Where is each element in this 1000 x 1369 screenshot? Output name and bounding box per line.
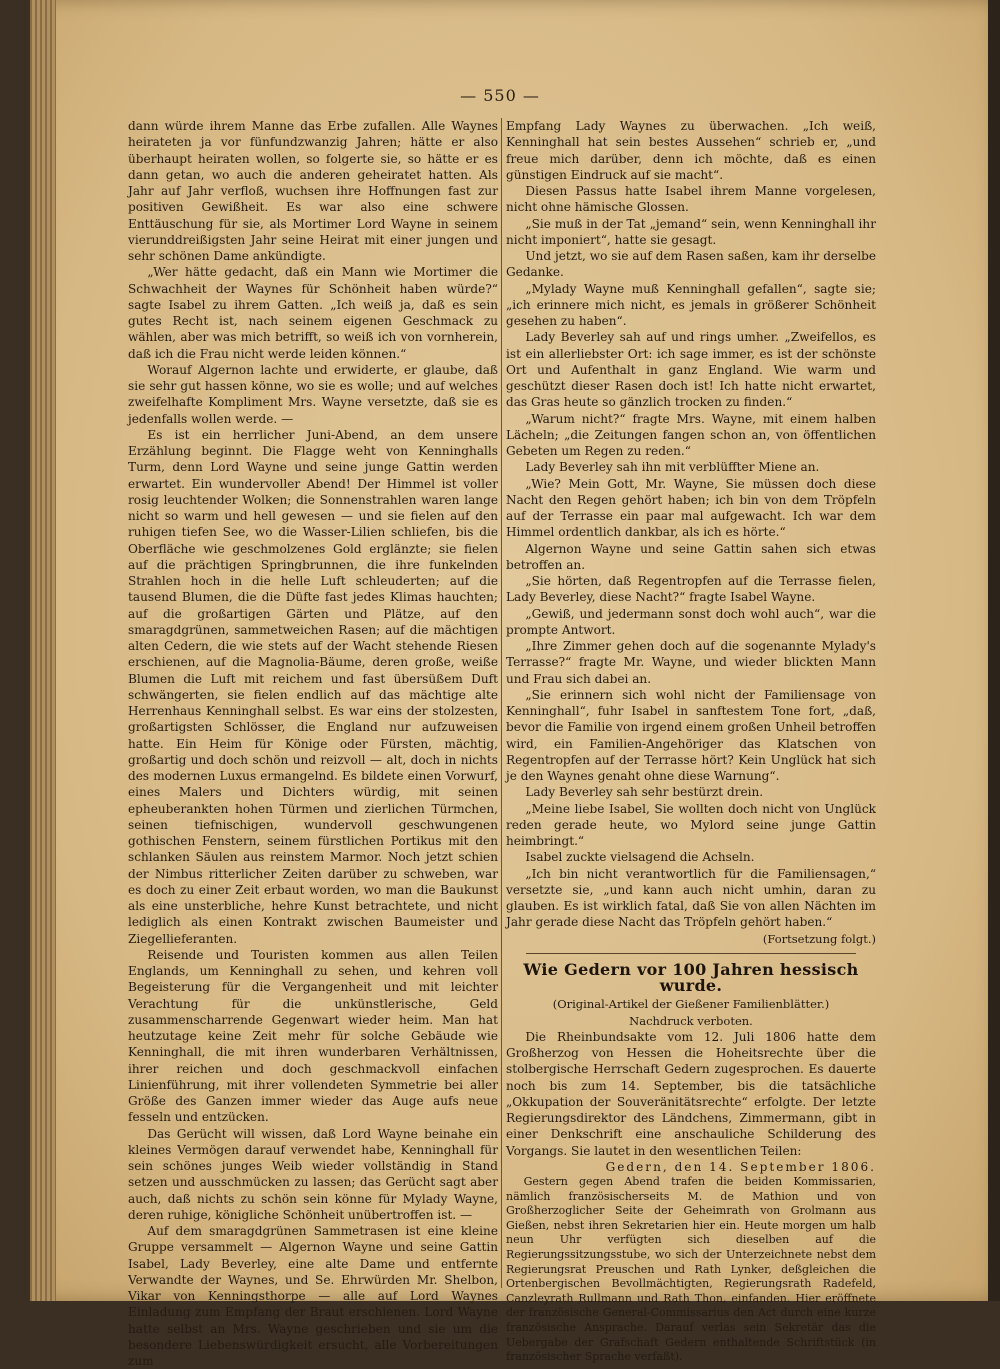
paragraph: „Wie? Mein Gott, Mr. Wayne, Sie müssen doch diese Nacht den Regen gehört haben; ich bin von dem Tröpfeln auf der Terrasse ein paar mal aufgewacht. Ich war dem Himmel ordentlich dankbar, als ich es hörte.“ [506,476,876,540]
right-column [506,118,876,1365]
paragraph: Isabel zuckte vielsagend die Achseln. [525,850,755,865]
continuation-note: (Fortsetzung folgt.) [762,931,876,946]
book-edge [988,0,1000,1301]
paragraph: Lady Beverley sah auf und rings umher. „Zweifellos, es ist ein allerliebster Ort: ich sage immer, es ist der schönste Ort und Aufenthalt in ganz England. Wie warm und geschützt dieser Rasen doch ist! Ich hatte nicht erwartet, das Gras heute so gänzlich trocken zu finden.“ [506,330,876,410]
paragraph: Auf dem smaragdgrünen Sammetrasen ist eine kleine Gruppe versammelt — Algernon Wayne und seine Gattin Isabel, Lady Beverley, eine alte Dame und entfernte Verwandte der Waynes, und Se. Ehrwürden Mr. Shelbon, Vikar von Kenningsthorpe — alle auf Lord Waynes Einladung zum Empfang der Braut erschienen. Lord Wayne hatte selbst an Mrs. Wayne geschrieben und sie um die besondere Liebenswürdigkeit ersucht, alle Vorbereitungen zum [128,1224,498,1368]
paragraph: „Sie hörten, daß Regentropfen auf die Terrasse fielen, Lady Beverley, diese Nacht?“ fragte Isabel Wayne. [506,574,876,605]
paragraph: Das Gerücht will wissen, daß Lord Wayne beinahe ein kleines Vermögen darauf verwendet habe, Kenninghall für sein schönes junges Weib wieder vollständig in Stand setzen und ausschmücken zu lassen; das Gerücht sagt aber auch, daß nichts zu schön sein könne für Mylady Wayne, deren ruhige, königliche Schönheit unübertroffen ist. — [128,1126,498,1222]
paragraph: Lady Beverley sah sehr bestürzt drein. [525,785,764,800]
paragraph: Reisende und Touristen kommen aus allen Teilen Englands, um Kenninghall zu sehen, und kehren voll Begeisterung für die Vergangenheit und mit leichter Verachtung für die unkünstlerische, Geld zusammenscharrende Gegenwart wieder heim. Man hat heutzutage keine Zeit mehr für solche Gebäude wie Kenninghall, die mit ihren wunderbaren Verhältnissen, ihrer reichen und doch geschmackvoll einfachen Linienführung, mit ihrer vollendeten Symmetrie bei aller Größe des Ganzen immer wieder das Auge aufs neue fesseln und entzücken. [128,947,498,1125]
page-number: — 550 — [460,86,540,105]
reprint-notice: Nachdruck verboten. [629,1013,753,1028]
paragraph: „Ich bin nicht verantwortlich für die Familiensagen,“ versetzte sie, „und kann auch nicht umhin, daran zu glauben. Es ist wirklich fatal, daß Sie von allen Nächten im Jahr gerade diese Nacht das Tröpfeln gehört haben.“ [506,866,876,930]
left-column [128,118,498,1369]
article-subtitle: (Original-Artikel der Gießener Familienblätter.) [552,997,830,1012]
paragraph: dann würde ihrem Manne das Erbe zufallen. Alle Waynes heirateten ja vor fünfundzwanzig Jahren; hätte er also überhaupt heiraten wollen, so folgerte sie, so hätte er es dann getan, wo auch die anderen geheiratet hatten. Als Jahr auf Jahr verfloß, wuchsen ihre Hoffnungen fast zur positiven Gewißheit. Es war also eine schwere Enttäuschung für sie, als Mortimer Lord Wayne in seinem vierunddreißigsten Jahr seine Heirat mit einer jungen und sehr schönen Dame ankündigte. [128,119,498,263]
paragraph: Diesen Passus hatte Isabel ihrem Manne vorgelesen, nicht ohne hämische Glossen. [506,184,876,215]
separator-rule [526,953,856,954]
page-edge [30,0,56,1301]
column-divider [501,118,502,1288]
paragraph: „Warum nicht?“ fragte Mrs. Wayne, mit einem halben Lächeln; „die Zeitungen fangen schon an, von öffentlichen Gebeten um Regen zu reden.“ [506,411,876,458]
dateline: Gedern, den 14. September 1806. [605,1159,876,1174]
paragraph: „Ihre Zimmer gehen doch auf die sogenannte Mylady's Terrasse?“ fragte Mr. Wayne, und wieder blickten Mann und Frau sich dabei an. [506,639,876,686]
paragraph: „Sie muß in der Tat „jemand“ sein, wenn Kenninghall ihr nicht imponiert“, hatte sie gesagt. [506,216,876,247]
article-intro: Die Rheinbundsakte vom 12. Juli 1806 hatte dem Großherzog von Hessen die Hoheitsrechte über die stolbergische Herrschaft Gedern zugesprochen. Es dauerte noch bis zum 14. September, bis die tatsächliche „Okkupation der Souveränitätsrechte“ erfolgte. Der letzte Regierungsdirektor des Ländchens, Zimmermann, gibt in einer Denkschrift eine anschauliche Schilderung des Vorgangs. Sie lautet in den wesentlichen Teilen: [506,1029,876,1158]
paragraph: „Mylady Wayne muß Kenninghall gefallen“, sagte sie; „ich erinnere mich nicht, es jemals in größerer Schönheit gesehen zu haben“. [506,281,876,328]
article-headline: Wie Gedern vor 100 Jahren hessisch wurde. [523,959,859,995]
paragraph: „Meine liebe Isabel, Sie wollten doch nicht von Unglück reden gerade heute, wo Mylord seine junge Gattin heimbringt.“ [506,801,876,848]
paragraph: „Wer hätte gedacht, daß ein Mann wie Mortimer die Schwachheit der Waynes für Schönheit haben würde?“ sagte Isabel zu ihrem Gatten. „Ich weiß ja, daß es sein gutes Recht ist, nach seinem eigenen Geschmack zu wählen, aber was mich betrifft, so weiß ich von vornherein, daß ich die Frau nicht werde leiden können.“ [128,265,498,361]
paragraph: Worauf Algernon lachte und erwiderte, er glaube, daß sie sehr gut hassen könne, wo sie es wolle; und auf welches zweifelhafte Kompliment Mrs. Wayne versetzte, daß sie es jedenfalls wollen werde. — [128,362,498,426]
paragraph: Lady Beverley sah ihn mit verblüffter Miene an. [525,460,820,475]
article-body: Gestern gegen Abend trafen die beiden Kommissarien, nämlich französischerseits M. de Mathion und von Großherzoglicher Seite der Geheimrath von Grolmann aus Gießen, nebst ihren Sekretarien hier ein. Heute morgen um halb neun Uhr verfügten sich dieselben auf die Regierungssitzungsstube, wo sich der Unterzeichnete nebst dem Regierungsrat Preuschen und Rath Lynker, deßgleichen die Ortenbergischen Bevollmächtigten, Regierungsrath Radefeld, Canzleyrath Rullmann und Rath Thon, einfanden. Hier eröffnete der französische General-Commissarius den Act durch eine kurze französische Ansprache. Darauf verlas sein Sekretär das die Uebergabe der Grafschaft Gedern enthaltende Schriftstück (in französischer Sprache verfaßt). [506,1175,876,1364]
paragraph: Empfang Lady Waynes zu überwachen. „Ich weiß, Kenninghall hat sein bestes Aussehen“ schrieb er, „und freue mich darüber, denn ich möchte, daß es einen günstigen Eindruck auf sie macht“. [506,119,876,182]
paragraph: Algernon Wayne und seine Gattin sahen sich etwas betroffen an. [506,541,876,572]
paragraph: „Sie erinnern sich wohl nicht der Familiensage von Kenninghall“, fuhr Isabel in sanftestem Tone fort, „daß, bevor die Familie von irgend einem großen Unheil betroffen wird, ein Familien-Angehöriger das Klatschen von Regentropfen auf der Terrasse hört? Kein Unglück hat sich je den Waynes genaht ohne diese Warnung“. [506,687,876,783]
paragraph: „Gewiß, und jedermann sonst doch wohl auch“, war die prompte Antwort. [506,606,876,637]
paragraph: Es ist ein herrlicher Juni-Abend, an dem unsere Erzählung beginnt. Die Flagge weht von Kenninghalls Turm, denn Lord Wayne und seine junge Gattin werden erwartet. Ein wundervoller Abend! Der Himmel ist voller rosig leuchtender Wolken; die Sonnenstrahlen waren lange nicht so warm und hell gewesen — und sie fielen auf den ruhigen tiefen See, wo die Wasser-Lilien schliefen, bis die Oberfläche wie geschmolzenes Gold erglänzte; sie fielen auf die prächtigen Springbrunnen, die ihre funkelnden Strahlen hoch in die helle Luft schleuderten; auf die tausend Blumen, die die Düfte fast jedes Klimas hauchten; auf die großartigen Gärten und Plätze, auf den smaragdgrünen, sammetweichen Rasen; auf die mächtigen alten Cedern, die wie stets auf der Wacht stehende Riesen erschienen, auf die Magnolia-Bäume, deren große, weiße Blumen die Luft mit reichem und fast übersüßem Duft schwängerten, sie fielen endlich auf das mächtige alte Herrenhaus Kenninghall selbst. Es war eins der stolzesten, großartigsten Schlösser, die England nur aufzuweisen hatte. Ein Heim für Könige oder Fürsten, mächtig, großartig und doch schön und reizvoll — alt, doch in nichts des modernen Luxus ermangelnd. Es bildete einen Vorwurf, eines Malers und Dichters würdig, mit seinen epheuberankten hohen Türmen und zierlichen Türmchen, seinen tiefnischigen, wundervoll geschwungenen gothischen Fenstern, seinem fürstlichen Portikus mit den schlanken Säulen aus reinstem Marmor. Noch jetzt schien der Nimbus ritterlicher Zeiten darüber zu schweben, war es doch zu einer Zeit erbaut worden, wo man die Baukunst als eine unsterbliche, hehre Kunst betrachtete, und nicht lediglich als einen Kontrakt zwischen Baumeister und Ziegellieferanten. [128,427,498,946]
paragraph: Und jetzt, wo sie auf dem Rasen saßen, kam ihr derselbe Gedanke. [506,249,876,280]
